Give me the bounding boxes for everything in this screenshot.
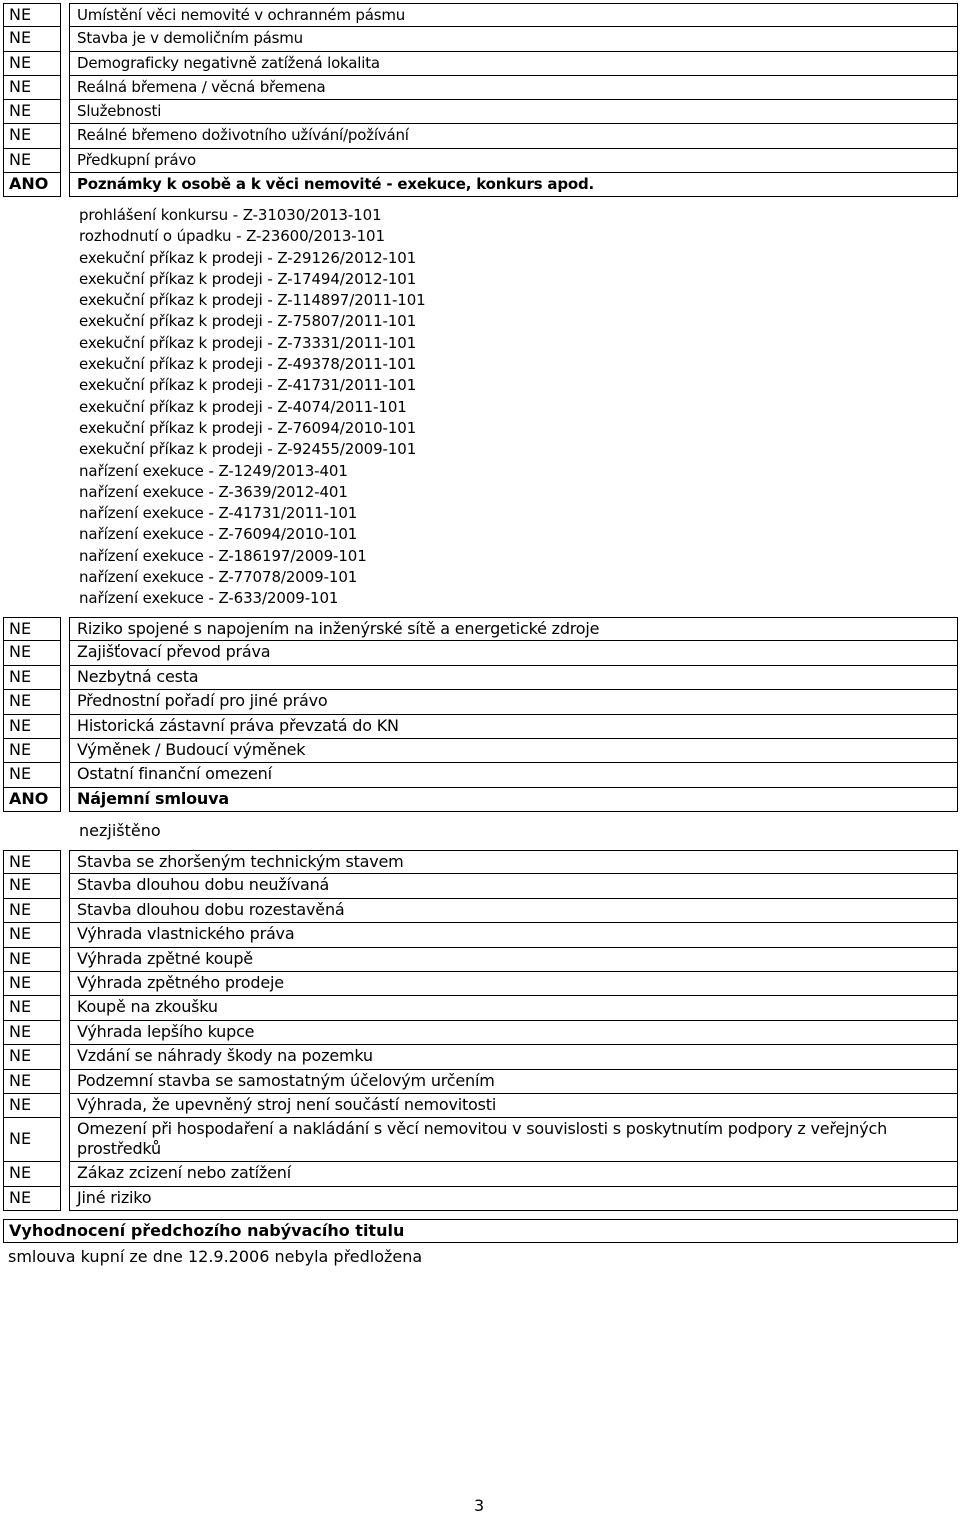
table-row xyxy=(3,996,958,1020)
answer-cell: NE xyxy=(3,27,61,51)
item-label: Nezbytná cesta xyxy=(69,666,958,690)
evaluation-text: smlouva kupní ze dne 12.9.2006 nebyla předložena xyxy=(8,1247,423,1266)
table-row xyxy=(3,1094,958,1118)
table-row xyxy=(3,948,958,972)
item-label: Výměnek / Budoucí výměnek xyxy=(69,739,958,763)
answer-cell: NE xyxy=(3,149,61,173)
list-item: exekuční příkaz k prodeji - Z-17494/2012-101 xyxy=(79,269,417,288)
item-label: Historická zástavní práva převzatá do KN xyxy=(69,715,958,739)
answer-cell: NE xyxy=(3,996,61,1020)
item-label: Demograficky negativně zatížená lokalita xyxy=(69,52,958,76)
answer-cell: NE xyxy=(3,76,61,100)
answer-cell: NE xyxy=(3,763,61,787)
list-item: exekuční příkaz k prodeji - Z-29126/2012-101 xyxy=(79,248,417,267)
answer-cell: NE xyxy=(3,100,61,124)
answer-cell: NE xyxy=(3,972,61,996)
list-item: nařízení exekuce - Z-3639/2012-401 xyxy=(79,482,348,501)
answer-cell: NE xyxy=(3,52,61,76)
answer-cell: NE xyxy=(3,1045,61,1069)
list-item: exekuční příkaz k prodeji - Z-92455/2009-101 xyxy=(79,440,417,459)
risk-table-middle xyxy=(3,617,958,812)
list-item: exekuční příkaz k prodeji - Z-73331/2011-101 xyxy=(79,333,417,352)
item-label: Nájemní smlouva xyxy=(69,788,958,812)
item-label: Riziko spojené s napojením na inženýrské sítě a energetické zdroje xyxy=(69,617,958,641)
answer-cell: NE xyxy=(3,617,61,641)
list-item: nařízení exekuce - Z-77078/2009-101 xyxy=(79,568,358,587)
list-item: exekuční příkaz k prodeji - Z-76094/2010-101 xyxy=(79,418,417,437)
list-item: exekuční příkaz k prodeji - Z-114897/2011-101 xyxy=(79,291,426,310)
item-label: Stavba se zhoršeným technickým stavem xyxy=(69,850,958,874)
answer-cell: NE xyxy=(3,690,61,714)
answer-cell: ANO xyxy=(3,173,61,197)
item-label: Výhrada lepšího kupce xyxy=(69,1021,958,1045)
list-item: nařízení exekuce - Z-41731/2011-101 xyxy=(79,504,358,523)
list-item: nařízení exekuce - Z-76094/2010-101 xyxy=(79,525,358,544)
table-row xyxy=(3,149,958,173)
table-row xyxy=(3,715,958,739)
item-label: Předkupní právo xyxy=(69,149,958,173)
item-label: Stavba dlouhou dobu neužívaná xyxy=(69,874,958,898)
list-item: nařízení exekuce - Z-186197/2009-101 xyxy=(79,546,367,565)
item-label: Ostatní finanční omezení xyxy=(69,763,958,787)
table-row xyxy=(3,850,958,874)
item-label: Přednostní pořadí pro jiné právo xyxy=(69,690,958,714)
list-item: nařízení exekuce - Z-633/2009-101 xyxy=(79,589,339,608)
answer-cell: NE xyxy=(3,124,61,148)
table-row xyxy=(3,3,958,27)
answer-cell: NE xyxy=(3,1118,61,1162)
answer-cell: NE xyxy=(3,1021,61,1045)
item-label: Umístění věci nemovité v ochranném pásmu xyxy=(69,3,958,27)
table-row xyxy=(3,923,958,947)
item-label: Stavba je v demoličním pásmu xyxy=(69,27,958,51)
table-row xyxy=(3,52,958,76)
answer-cell: NE xyxy=(3,1070,61,1094)
risk-table-top xyxy=(3,3,958,197)
table-row xyxy=(3,1162,958,1186)
item-label: Stavba dlouhou dobu rozestavěná xyxy=(69,899,958,923)
table-row xyxy=(3,690,958,714)
item-label: Služebnosti xyxy=(69,100,958,124)
table-row xyxy=(3,788,958,812)
table-row xyxy=(3,763,958,787)
item-label: Výhrada, že upevněný stroj není součástí nemovitosti xyxy=(69,1094,958,1118)
lease-note: nezjištěno xyxy=(79,821,161,840)
list-item: exekuční příkaz k prodeji - Z-75807/2011-101 xyxy=(79,312,417,331)
answer-cell: NE xyxy=(3,948,61,972)
answer-cell: NE xyxy=(3,899,61,923)
item-label: Reálná břemena / věcná břemena xyxy=(69,76,958,100)
table-row xyxy=(3,1187,958,1211)
answer-cell: NE xyxy=(3,1162,61,1186)
item-label: Podzemní stavba se samostatným účelovým určením xyxy=(69,1070,958,1094)
answer-cell: NE xyxy=(3,3,61,27)
answer-cell: NE xyxy=(3,641,61,665)
item-label: Vzdání se náhrady škody na pozemku xyxy=(69,1045,958,1069)
table-row xyxy=(3,1118,958,1162)
table-row xyxy=(3,899,958,923)
list-item: exekuční příkaz k prodeji - Z-49378/2011-101 xyxy=(79,355,417,374)
answer-cell: NE xyxy=(3,739,61,763)
answer-cell: NE xyxy=(3,874,61,898)
item-label: Výhrada zpětného prodeje xyxy=(69,972,958,996)
answer-cell: NE xyxy=(3,1094,61,1118)
risk-table-lower xyxy=(3,850,958,1211)
list-item: exekuční příkaz k prodeji - Z-41731/2011-101 xyxy=(79,376,417,395)
answer-cell: NE xyxy=(3,850,61,874)
list-item: nařízení exekuce - Z-1249/2013-401 xyxy=(79,461,348,480)
table-row xyxy=(3,100,958,124)
table-row xyxy=(3,124,958,148)
table-row xyxy=(3,1045,958,1069)
table-row xyxy=(3,76,958,100)
table-row xyxy=(3,874,958,898)
answer-cell: NE xyxy=(3,715,61,739)
list-item: exekuční příkaz k prodeji - Z-4074/2011-101 xyxy=(79,397,407,416)
item-label: Reálné břemeno doživotního užívání/požívání xyxy=(69,124,958,148)
item-label: Zajišťovací převod práva xyxy=(69,641,958,665)
answer-cell: ANO xyxy=(3,788,61,812)
table-row xyxy=(3,1070,958,1094)
table-row xyxy=(3,27,958,51)
list-item: rozhodnutí o úpadku - Z-23600/2013-101 xyxy=(79,227,385,246)
table-row xyxy=(3,1021,958,1045)
table-row xyxy=(3,666,958,690)
evaluation-heading: Vyhodnocení předchozího nabývacího titulu xyxy=(3,1219,958,1243)
item-label: Výhrada zpětné koupě xyxy=(69,948,958,972)
table-row xyxy=(3,739,958,763)
table-row xyxy=(3,173,958,197)
answer-cell: NE xyxy=(3,1187,61,1211)
item-label: Zákaz zcizení nebo zatížení xyxy=(69,1162,958,1186)
list-item: prohlášení konkursu - Z-31030/2013-101 xyxy=(79,206,382,224)
item-label: Poznámky k osobě a k věci nemovité - exekuce, konkurs apod. xyxy=(69,173,958,197)
answer-cell: NE xyxy=(3,923,61,947)
table-row xyxy=(3,641,958,665)
table-row xyxy=(3,972,958,996)
page-number: 3 xyxy=(474,1496,485,1515)
item-label: Koupě na zkoušku xyxy=(69,996,958,1020)
answer-cell: NE xyxy=(3,666,61,690)
item-label: Jiné riziko xyxy=(69,1187,958,1211)
item-label: Omezení při hospodaření a nakládání s věcí nemovitou v souvislosti s poskytnutím podpory z veřejných prostředků xyxy=(69,1118,958,1162)
table-row xyxy=(3,617,958,641)
item-label: Výhrada vlastnického práva xyxy=(69,923,958,947)
execution-details-list xyxy=(79,205,599,610)
